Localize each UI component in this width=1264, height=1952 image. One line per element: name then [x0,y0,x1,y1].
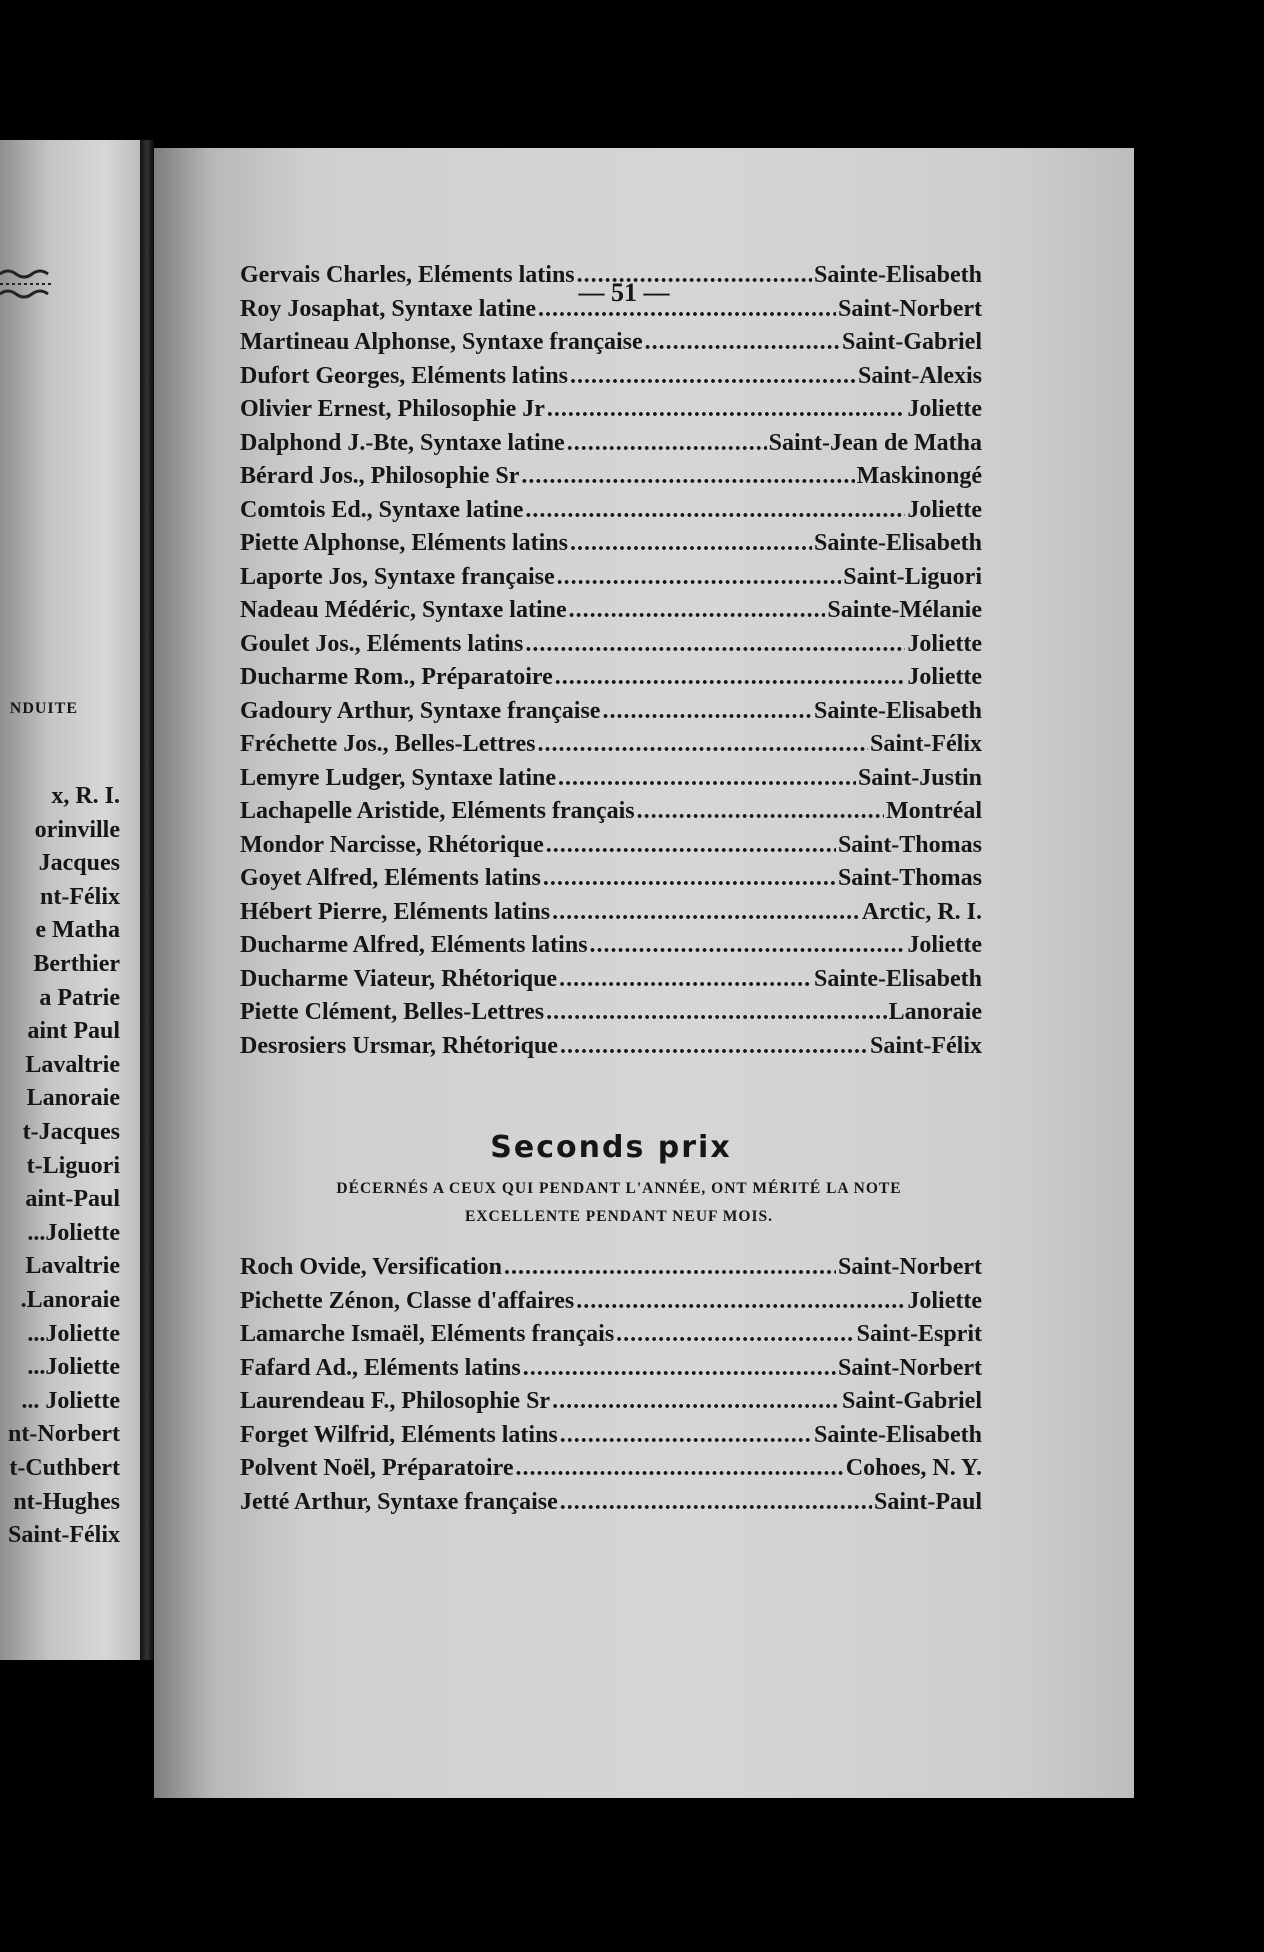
dot-leader [577,262,812,289]
list-item [240,631,982,665]
hometown: Cohoes, N. Y. [845,1455,982,1481]
hometown: Lanoraie [888,999,982,1025]
hometown: Sainte-Elisabeth [813,697,982,724]
left-page-line: e Matha [35,917,120,944]
list-item [240,262,982,296]
student-entry: Roy Josaphat, Syntaxe latine [240,295,537,322]
list-item [240,1288,982,1322]
dot-leader [569,597,826,624]
hometown: Montréal [886,798,982,824]
student-entry: Nadeau Médéric, Syntaxe latine [240,597,567,623]
dot-leader [560,1489,872,1516]
list-item [240,1033,982,1067]
list-item [240,1455,982,1489]
dot-leader [559,966,812,993]
list-item [240,932,982,966]
hometown: Saint-Norbert [838,295,982,322]
student-entry: Mondor Narcisse, Rhétorique [240,831,544,858]
dot-leader [560,1033,868,1060]
student-entry: Laurendeau F., Philosophie Sr [240,1388,551,1414]
student-entry: Polvent Noël, Préparatoire [240,1455,514,1481]
hometown: Sainte-Elisabeth [813,965,982,992]
hometown: Saint-Justin [857,764,982,791]
hometown: Sainte-Mélanie [827,597,982,623]
section-note-line1: DÉCERNÉS A CEUX QUI PENDANT L'ANNÉE, ONT MÉRITÉ LA NOTE [336,1180,902,1197]
list-item [240,999,982,1033]
left-page-line: nt-Hughes [13,1488,120,1515]
right-page [154,148,1134,1798]
dot-leader [567,430,767,457]
list-item [240,899,982,933]
student-entry: Goulet Jos., Eléments latins [240,630,524,657]
student-entry: Desrosiers Ursmar, Rhétorique [240,1032,558,1059]
student-entry: Ducharme Viateur, Rhétorique [240,965,558,992]
left-page-line: nt-Félix [40,883,120,910]
list-item [240,1388,982,1422]
list-item [240,530,982,564]
list-item [240,798,982,832]
dot-leader [570,363,856,390]
left-page-line: t-Liguori [26,1152,120,1179]
list-item [240,296,982,330]
dot-leader [504,1254,836,1281]
list-item [240,564,982,598]
dot-leader [645,329,840,356]
left-page-line: t-Cuthbert [9,1455,120,1481]
dot-leader [525,631,905,658]
hometown: Joliette [907,664,982,690]
dot-leader [558,765,856,792]
hometown: Saint-Gabriel [841,329,982,355]
student-entry: Comtois Ed., Syntaxe latine [240,496,524,523]
list-item [240,463,982,497]
first-prize-list [240,262,982,1066]
list-item [240,1355,982,1389]
list-item [240,329,982,363]
student-entry: Forget Wilfrid, Eléments latins [240,1421,558,1448]
left-page-line: aint-Paul [25,1186,120,1213]
dot-leader [590,932,906,959]
student-entry: Goyet Alfred, Eléments latins [240,865,541,891]
left-page-line: Jacques [38,850,120,877]
hometown: Maskinongé [856,463,982,489]
hometown: Saint-Norbert [838,1254,982,1280]
student-entry: Laporte Jos, Syntaxe française [240,563,555,590]
student-entry: Piette Alphonse, Eléments latins [240,530,568,556]
dot-leader [555,664,906,691]
student-entry: Lamarche Ismaël, Eléments français [240,1321,615,1347]
list-item [240,698,982,732]
left-page-line: orinville [34,816,120,843]
left-heading: NDUITE [9,700,78,717]
student-entry: Pichette Zénon, Classe d'affaires [240,1287,575,1314]
list-item [240,731,982,765]
hometown: Joliette [907,1287,982,1314]
hometown: Sainte-Elisabeth [813,530,982,556]
left-page-line: Lanoraie [26,1085,120,1112]
student-entry: Ducharme Alfred, Eléments latins [240,932,588,958]
left-page-line: aint Paul [27,1018,120,1045]
hometown: Saint-Paul [873,1488,982,1515]
list-item [240,1321,982,1355]
dot-leader [546,832,836,859]
hometown: Saint-Norbert [838,1354,982,1381]
left-page-line: ...Joliette [27,1354,120,1381]
dot-leader [616,1321,854,1348]
student-entry: Roch Ovide, Versification [240,1254,502,1280]
second-prize-list [240,1254,982,1522]
list-item [240,396,982,430]
list-item [240,865,982,899]
dot-leader [537,731,868,758]
student-entry: Hébert Pierre, Eléments latins [240,898,551,925]
student-entry: Olivier Ernest, Philosophie Jr [240,396,545,422]
student-entry: Dufort Georges, Eléments latins [240,362,568,389]
dot-leader [521,463,854,490]
hometown: Saint-Liguori [843,563,982,590]
dot-leader [560,1422,812,1449]
hometown: Joliette [907,932,982,958]
dot-leader [525,497,905,524]
student-entry: Piette Clément, Belles-Lettres [240,999,545,1025]
student-entry: Fafard Ad., Eléments latins [240,1354,521,1381]
dot-leader [576,1288,905,1315]
page-number: — 51 — [578,278,670,307]
left-page-line: Lavaltrie [25,1253,120,1280]
left-page-line: a Patrie [39,984,120,1011]
list-item [240,765,982,799]
student-entry: Lemyre Ludger, Syntaxe latine [240,764,556,791]
dot-leader [546,999,887,1026]
dot-leader [552,1388,840,1415]
hometown: Joliette [907,396,982,422]
section-note-line2: EXCELLENTE PENDANT NEUF MOIS. [464,1208,774,1225]
left-page-line: ...Joliette [27,1320,120,1347]
book-gutter [140,140,154,1660]
hometown: Saint-Félix [870,1032,982,1059]
dot-leader [570,530,812,557]
dot-leader [637,798,884,825]
hometown: Saint-Félix [870,731,982,757]
student-entry: Fréchette Jos., Belles-Lettres [240,731,536,757]
dot-leader [557,564,842,591]
hometown: Saint-Thomas [837,865,982,891]
list-item [240,430,982,464]
left-page-line: ...Joliette [27,1219,120,1246]
student-entry: Gadoury Arthur, Syntaxe française [240,697,601,724]
list-item [240,363,982,397]
dot-leader [538,296,836,323]
student-entry: Ducharme Rom., Préparatoire [240,664,553,690]
hometown: Saint-Jean de Matha [768,429,982,456]
list-item [240,497,982,531]
hometown: Saint-Gabriel [841,1388,982,1414]
list-item [240,832,982,866]
student-entry: Gervais Charles, Eléments latins [240,262,575,288]
hometown: Saint-Thomas [837,831,982,858]
left-page-line: x, R. I. [51,783,120,809]
left-page-line: Saint-Félix [8,1522,120,1549]
student-entry: Jetté Arthur, Syntaxe française [240,1488,558,1515]
list-item [240,966,982,1000]
ornament-icon [0,268,54,300]
hometown: Saint-Alexis [857,362,982,389]
left-page-line: Berthier [33,951,120,977]
list-item [240,1254,982,1288]
dot-leader [523,1355,836,1382]
left-page-line: Lavaltrie [25,1051,120,1078]
hometown: Sainte-Elisabeth [813,1421,982,1448]
hometown: Arctic, R. I. [861,898,982,925]
dot-leader [515,1455,843,1482]
left-page-line: .Lanoraie [20,1287,120,1313]
hometown: Joliette [907,630,982,657]
student-entry: Lachapelle Aristide, Eléments français [240,798,635,824]
student-entry: Bérard Jos., Philosophie Sr [240,463,520,489]
hometown: Saint-Esprit [856,1321,982,1347]
dot-leader [552,899,860,926]
left-page-fragment [0,140,140,1660]
list-item [240,1489,982,1523]
hometown: Joliette [907,496,982,523]
section-title: Seconds prix [490,1130,732,1165]
hometown: Sainte-Elisabeth [813,262,982,288]
left-page-line: ... Joliette [21,1387,120,1414]
list-item [240,1422,982,1456]
dot-leader [602,698,812,725]
left-page-line: t-Jacques [22,1119,120,1145]
dot-leader [543,865,836,892]
list-item [240,664,982,698]
dot-leader [547,396,905,423]
list-item [240,597,982,631]
student-entry: Dalphond J.-Bte, Syntaxe latine [240,429,565,456]
left-page-line: nt-Norbert [8,1421,120,1448]
student-entry: Martineau Alphonse, Syntaxe française [240,329,643,355]
